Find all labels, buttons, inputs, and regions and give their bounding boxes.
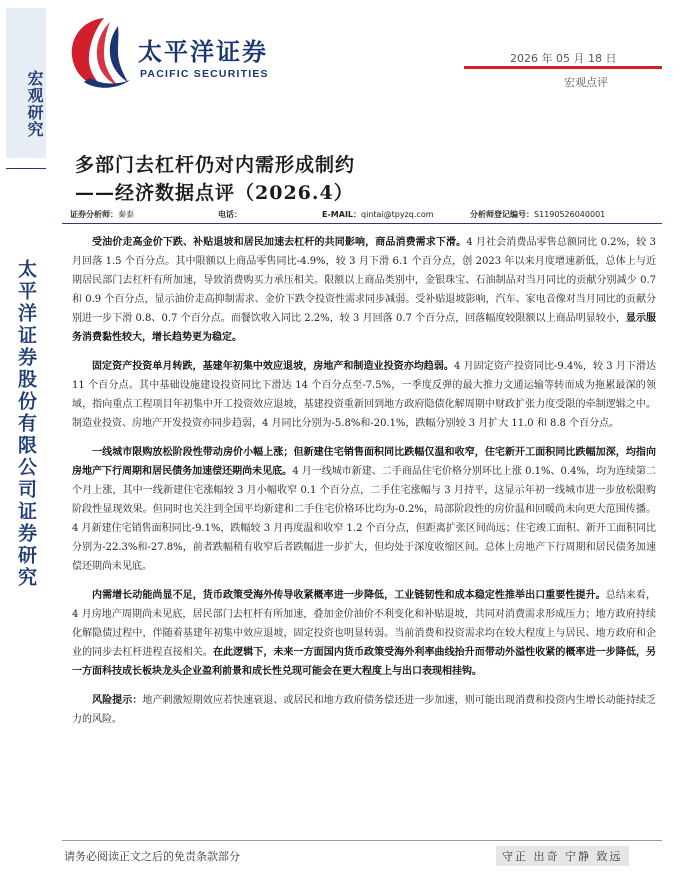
- analyst-field: [70, 209, 134, 220]
- report-title: 多部门去杠杆仍对内需形成制约: [75, 154, 356, 176]
- paragraph-risk: [72, 691, 656, 729]
- report-date: 2026 年 05 月 18 日: [510, 52, 617, 65]
- phone-label: 电话：: [218, 210, 242, 219]
- paragraph-lead: 受油价走高金价下跌、补贴退坡和居民加速去杠杆的共同影响，商品消费需求下滑。: [92, 237, 467, 248]
- paragraph-text: 4 月固定资产投资同比-9.4%，较 3 月下滑达 11 个百分点。其中基础设施建设投资同比下滑达 14 个百分点至-7.5%，一季度反弹的最大推力文通运输等转而成为拖累最深的领域，指向重点工程项目年初集中开工投资效应退坡，基建投资重新回到地方政府隐债化解周期中财政扩张力度受限的牵制逻辑之中。制造业投资、房地产开发投资亦同步趋弱，4 月同比分别为-5.8%和-20.1%，跌幅分别较 3 月扩大 11.0 和 8.8 个百分点。: [72, 361, 656, 429]
- paragraph-conclusion: 在此逻辑下，未来一方面国内货币政策受海外利率曲线抬升而带动外溢性收紧的概率进一步降低，另一方面科技成长板块龙头企业盈利前景和成长性兑现可能会在更大程度上与出口表现相挂钩。: [72, 647, 657, 677]
- logo-mark-icon: [64, 12, 144, 92]
- sidebar-main-panel: [6, 240, 46, 590]
- paragraph-text: 4 月一线城市新建、二手商品住宅价格分别环比上涨 0.1%、0.4%，均为连续第二个月上涨，其中一线新建住宅涨幅较 3 月小幅收窄 0.1 个百分点，二手住宅涨幅与 3 月持平，这显示年初一线城市进一步放松限购阶段性显现效果。但同时也关注到全国平均新建和二手住宅价格环比均为-0.2%，局部阶段性的房价温和回暖尚未向更大范围传播。4 月新建住宅销售面积同比-9.1%，跌幅较 3 月再度温和收窄 1.2 个百分点，但距离扩张区间尚远；住宅竣工面积、新开工面积同比分别为-22.3%和-27.8%，前者跌幅稍有收窄后者跌幅进一步扩大，但均处于深度收缩区间。总体上房地产下行周期和居民债务加速偿还期尚未见底。: [72, 466, 656, 572]
- sidebar: [0, 0, 46, 881]
- paragraph-property: [72, 443, 656, 576]
- meta-divider: [62, 223, 662, 224]
- footer-divider: [62, 840, 662, 841]
- paragraph-lead: 固定资产投资单月转跌，基建年初集中效应退坡，房地产和制造业投资亦均趋弱。: [92, 361, 454, 372]
- license-label: 分析师登记编号：: [470, 210, 534, 219]
- paragraph-text: 4 月社会消费品零售总额同比 0.2%，较 3 月回落 1.5 个百分点。其中限额以上商品零售同比-4.9%，较 3 月下滑 6.1 个百分点，创 2023 年以来月度增速新低，总体上与近期居民部门去杠杆有所加速，导致消费购买力承压相关。限额以上商品类别中，金银珠宝、石油制品对当月同比的贡献分别减少 0.7 和 0.9 个百分点，显示油价走高抑制需求、金价下跌令投资性需求同步减弱。受补贴退坡影响，汽车、家电音像对当月同比的贡献分别进一步下滑 0.8、0.7 个百分点。而餐饮收入同比 2.2%，较 3 月回落 0.7 个百分点，回落幅度较限额以上商品明显较小，: [72, 237, 657, 324]
- paragraph-lead: 内需增长动能尚显不足，货币政策受海外传导收紧概率进一步降低，工业链韧性和成本稳定性推举出口重要性提升。: [92, 590, 606, 601]
- paragraph-consumption: [72, 233, 656, 347]
- email-field: [322, 209, 434, 220]
- paragraph-lead: 风险提示：: [92, 695, 143, 706]
- disclaimer-note: 请务必阅读正文之后的免责条款部分: [64, 850, 240, 863]
- analyst-name: 秦泰: [118, 210, 134, 219]
- company-motto: 守正 出奇 宁静 致远: [496, 846, 629, 866]
- paragraph-outlook: [72, 586, 656, 681]
- paragraph-conclusion: 显示服务消费黏性较大，增长趋势更为稳定。: [72, 313, 657, 343]
- paragraph-investment: [72, 357, 656, 433]
- report-subtitle: ——经济数据点评（2026.4）: [75, 182, 354, 204]
- brand-logo: [64, 12, 314, 92]
- sidebar-main-label: 太平洋证券股份有限公司证券研究: [15, 259, 37, 589]
- analyst-label: 证券分析师：: [70, 210, 118, 219]
- header-accent-bar: [464, 66, 662, 69]
- sidebar-divider: [6, 168, 46, 169]
- phone-field: [218, 209, 242, 220]
- paragraph-lead: 一线城市限购放松阶段性带动房价小幅上涨；但新建住宅销售面积同比跌幅仅温和收窄，住宅新开工面积同比跌幅加深，均指向房地产下行周期和居民债务加速偿还期尚未见底。: [72, 447, 656, 477]
- logo-cn-text: 太平洋证券: [138, 38, 268, 66]
- email-label: E-MAIL：: [322, 210, 362, 219]
- license-field: [470, 209, 605, 220]
- email-value[interactable]: qintai@tpyzq.com: [361, 210, 434, 219]
- sidebar-top-label: 宏观研究: [25, 70, 44, 138]
- report-category: 宏观点评: [564, 76, 608, 89]
- report-body: [72, 233, 656, 739]
- logo-en-text: PACIFIC SECURITIES: [140, 68, 269, 80]
- paragraph-text: 地产刺激短期效应若快速衰退、或居民和地方政府债务偿还进一步加速，则可能出现消费和投资内生增长动能持续乏力的风险。: [72, 695, 657, 725]
- sidebar-top-panel: [6, 8, 46, 158]
- paragraph-text: 总结来看，4 月房地产周期尚未见底，居民部门去杠杆有所加速，叠加金价油价不利变化和补贴退坡，共同对消费需求形成压力；地方政府持续化解隐债过程中，伴随着基建年初集中效应退坡，固定投资也明显转弱。当前消费和投资需求均在较大程度上与居民、地方政府和企业的同步去杠杆进程直接相关。: [72, 590, 657, 658]
- license-value: S1190526040001: [534, 210, 606, 219]
